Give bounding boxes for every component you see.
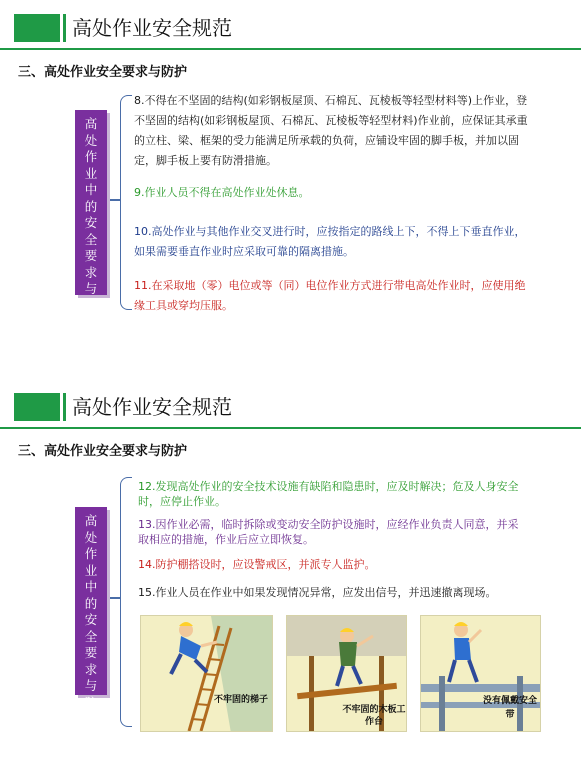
illustration-unstable-ladder <box>140 615 273 732</box>
title-accent-separator <box>63 14 66 42</box>
list-item-10 <box>134 222 534 262</box>
slide-1 <box>0 0 581 378</box>
illustration-unstable-plank <box>286 615 407 732</box>
list-item-15 <box>138 583 523 603</box>
title-accent-block <box>14 393 60 421</box>
list-item-9 <box>134 183 534 203</box>
title-underline <box>0 48 581 50</box>
illustration-no-harness <box>420 615 541 732</box>
list-item-text: 13.因作业必需，临时拆除或变动安全防护设施时，应经作业负责人同意，并采取相应的措施，作业后应立即恢复。 <box>138 518 519 546</box>
illustration-caption: 不牢固的梯子 <box>213 695 268 705</box>
list-item-8 <box>134 91 534 171</box>
bracket-tick <box>110 199 120 201</box>
list-item-text: 8.不得在不坚固的结构(如彩钢板屋顶、石棉瓦、瓦棱板等轻型材料等)上作业，登不坚固的结构(如彩钢板屋顶、石棉瓦、瓦棱板等轻型材料)作业前，应保证其承重的立柱、梁、框架的受力能满足所承载的负荷，应铺设牢固的脚手板，并加以固定，脚手板上要有防滑措施。 <box>134 94 528 167</box>
bracket <box>120 477 132 727</box>
side-label-box <box>75 507 107 726</box>
illustration-caption: 没有佩戴安全带 <box>482 696 537 720</box>
slide-title: 高处作业安全规范 <box>72 395 232 419</box>
slide-2 <box>0 379 581 757</box>
ladder-worker-icon <box>141 616 273 732</box>
list-item-14 <box>138 555 523 575</box>
illustration-caption: 不牢固的木板工作台 <box>342 705 406 727</box>
title-underline <box>0 427 581 429</box>
list-item-text: 12.发现高处作业的安全技术设施有缺陷和隐患时，应及时解决；危及人身安全时，应停止作业。 <box>138 480 519 508</box>
side-label-text: 高处作业中的安全要求与防护 <box>84 513 98 726</box>
list-item-12 <box>138 479 523 509</box>
title-accent-separator <box>63 393 66 421</box>
bracket-tick <box>110 597 120 599</box>
list-item-text: 15.作业人员在作业中如果发现情况异常，应发出信号，并迅速撤离现场。 <box>138 586 497 599</box>
list-item-text: 14.防护棚搭设时，应设警戒区，并派专人监护。 <box>138 558 376 571</box>
bracket <box>120 95 132 310</box>
list-item-text: 11.在采取地（零）电位或等（同）电位作业方式进行带电高处作业时，应使用绝缘工具或穿均压服。 <box>134 279 526 312</box>
section-subtitle: 三、高处作业安全要求与防护 <box>18 65 188 80</box>
list-item-text: 10.高处作业与其他作业交叉进行时，应按指定的路线上下，不得上下垂直作业，如果需要垂直作业时应采取可靠的隔离措施。 <box>134 225 526 258</box>
section-subtitle: 三、高处作业安全要求与防护 <box>18 444 188 459</box>
side-label-text: 高处作业中的安全要求与防护 <box>84 116 98 329</box>
list-item-13 <box>138 517 523 547</box>
title-accent-block <box>14 14 60 42</box>
slide-title: 高处作业安全规范 <box>72 16 232 40</box>
list-item-text: 9.作业人员不得在高处作业处休息。 <box>134 186 310 199</box>
side-label-box <box>75 110 107 329</box>
list-item-11 <box>134 276 534 316</box>
